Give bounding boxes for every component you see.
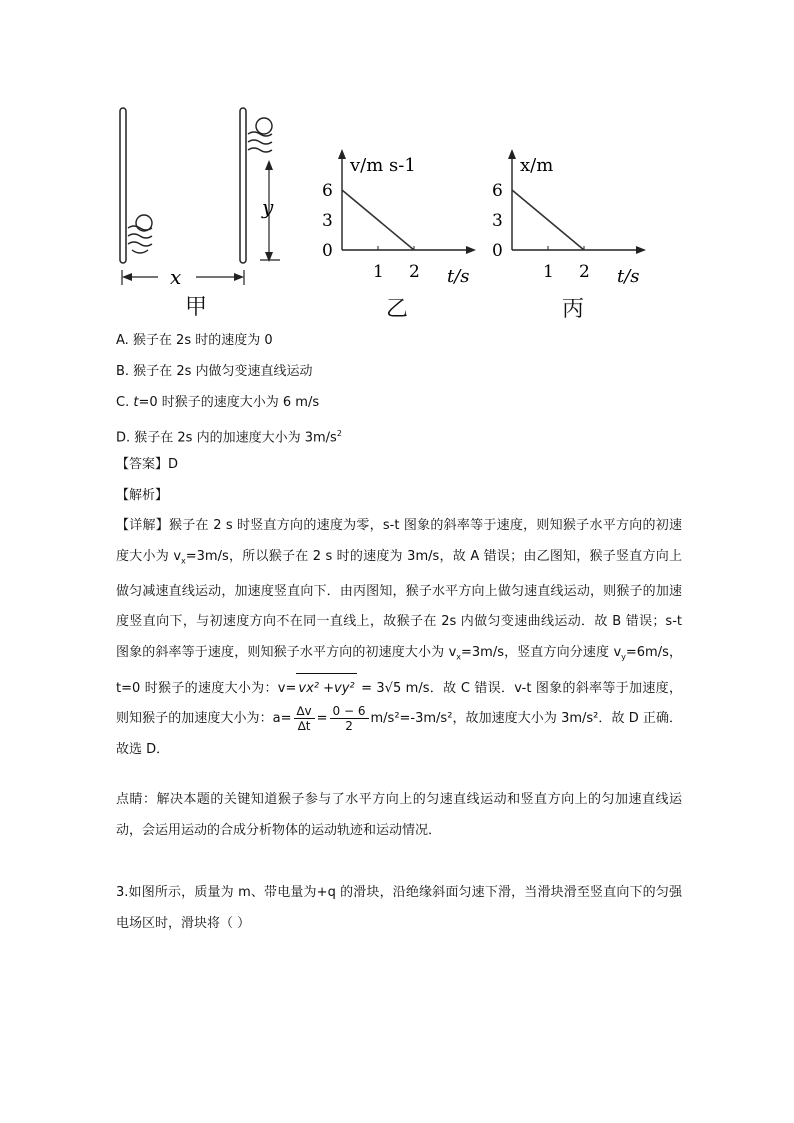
option-a: A. 猴子在 2s 时的速度为 0 (116, 333, 273, 348)
bing-ytick-6: 6 (492, 181, 503, 201)
detail-paragraph (116, 511, 682, 765)
x-label: x (170, 265, 182, 289)
frac1-den: ∆t (297, 719, 311, 734)
option-d-sup: 2 (336, 429, 342, 438)
bing-xtick-1: 1 (543, 262, 554, 282)
caption-yi: 乙 (386, 297, 409, 322)
analysis-heading: 【解析】 (116, 488, 169, 503)
yi-ytick-0: 0 (322, 241, 333, 261)
chart-bing (482, 145, 652, 295)
bing-xlabel: t/s (617, 266, 640, 287)
detail-part4: =6m/s，t=0 时猴子的速度大小为：v= (116, 644, 683, 696)
detail-part5: = 3√5 m/s．故 C 错误．v-t 图象的斜率等于加速度，则知猴子的加速度大小为：a= (116, 680, 682, 727)
frac1-num: ∆v (294, 704, 315, 719)
y-label: y (262, 195, 274, 219)
detail-part6: m/s²=-3m/s²，故加速度大小为 3m/s²．故 D 正确．故选 D． (116, 711, 683, 757)
yi-ytick-3: 3 (322, 211, 333, 231)
detail-part1-sub: x (181, 556, 186, 566)
yi-ytick-6: 6 (322, 181, 333, 201)
yi-xlabel: t/s (447, 266, 470, 287)
bing-xtick-2: 2 (579, 262, 590, 282)
fraction-values (330, 704, 369, 733)
sqrt-expression: vx² +vy² (296, 673, 356, 705)
frac2-eq: = (316, 711, 328, 727)
option-d-text: D. 猴子在 2s 内的加速度大小为 3m/s (116, 430, 337, 446)
option-d (116, 424, 342, 448)
monkey-icon-bottom (128, 215, 152, 253)
detail-part1: 【详解】猴子在 2 s 时竖直方向的速度为零，s-t 图象的斜率等于速度，则知猴子水平方向的初速度大小为 v (116, 518, 682, 564)
answer: 【答案】D (116, 457, 179, 472)
detail-part2: =3m/s，所以猴子在 2 s 时的速度为 3m/s，故 A 错误；由乙图知，猴子竖直方向上做匀减速直线运动，加速度竖直向下．由丙图知，猴子水平方向上做匀速直线运动，则猴子的加速度竖直向下，与初速度方向不在同一直线上，故猴子在 2s 内做匀变速曲线运动．故 B 错误；s-t 图象的斜率等于速度，则知猴子水平方向的初速度大小为 v (116, 548, 682, 660)
option-c (116, 393, 319, 413)
monkey-icon-top (248, 118, 272, 152)
caption-jia: 甲 (185, 295, 208, 320)
frac2-num: 0 − 6 (330, 704, 369, 719)
bing-ytick-0: 0 (492, 241, 503, 261)
option-c-rest: =0 时猴子的速度大小为 6 m/s (138, 395, 320, 410)
detail-part2-sub: x (456, 652, 462, 662)
option-c-prefix: C. (116, 395, 134, 410)
option-c-var: t (133, 395, 139, 410)
chart-yi (312, 145, 482, 295)
bing-series-line (512, 190, 584, 250)
option-b: B. 猴子在 2s 内做匀变速直线运动 (116, 364, 313, 379)
yi-xtick-2: 2 (409, 262, 420, 282)
comment: 点睛：解决本题的关键知道猴子参与了水平方向上的匀速直线运动和竖直方向上的匀加速直线运动，会运用运动的合成分析物体的运动轨迹和运动情况． (116, 792, 682, 838)
yi-ylabel: v/m s-1 (350, 155, 416, 176)
caption-bing: 丙 (562, 297, 585, 322)
bing-ylabel: x/m (520, 155, 554, 176)
frac2-den: 2 (345, 719, 353, 734)
question-3: 3.如图所示，质量为 m、带电量为+q 的滑块，沿绝缘斜面匀速下滑，当滑块滑至竖直向下的匀强电场区时，滑块将（ ） (116, 885, 682, 931)
fraction-dv-dt (294, 704, 315, 733)
bing-ytick-3: 3 (492, 211, 503, 231)
detail-part3: =3m/s，竖直方向分速度 v (461, 644, 622, 660)
yi-series-line (342, 190, 414, 250)
detail-part3-sub: y (621, 652, 626, 662)
yi-xtick-1: 1 (373, 262, 384, 282)
